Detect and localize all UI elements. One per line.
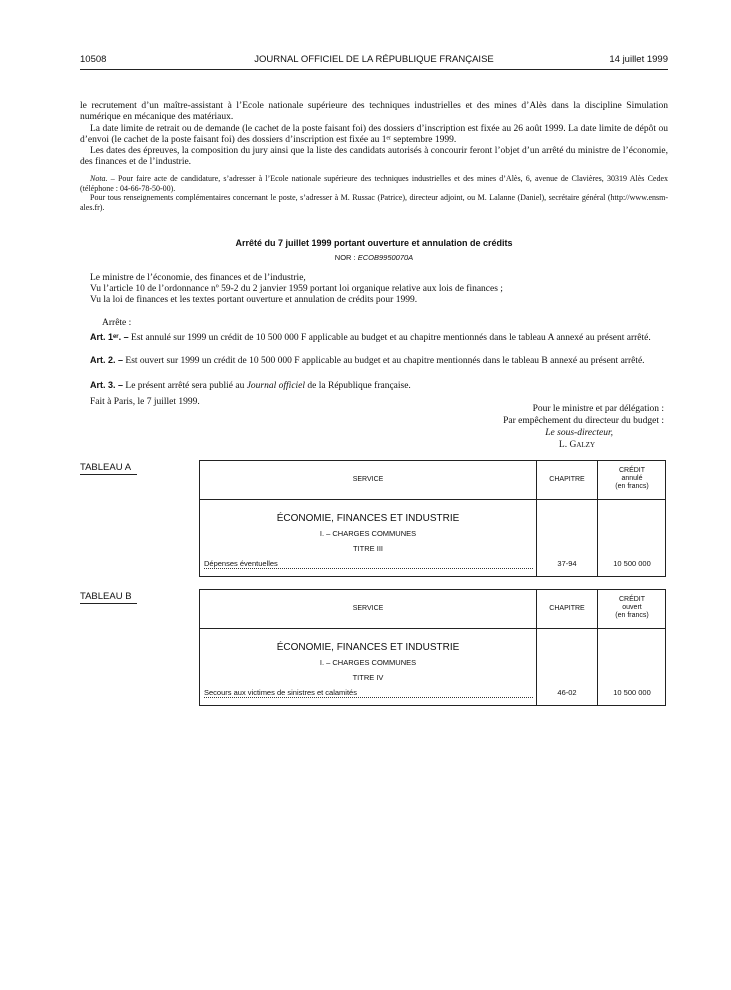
preamble-line-3: Vu la loi de finances et les textes portant ouverture et annulation de crédits pour 1999. <box>90 295 418 305</box>
tableau-b-col-chapitre: CHAPITRE <box>549 605 585 612</box>
article-1-label: Art. 1ᵉʳ. – <box>90 332 129 342</box>
tableau-a <box>199 460 666 577</box>
signature-line-2: Par empêchement du directeur du budget : <box>503 416 664 426</box>
arrete-title: Arrêté du 7 juillet 1999 portant ouverture et annulation de crédits <box>235 238 513 248</box>
article-3-label: Art. 3. – <box>90 380 124 390</box>
tableau-b-chapitre: 46-02 <box>557 688 577 697</box>
header-rule <box>80 69 668 70</box>
article-3-text-a: Le présent arrêté sera publié au <box>123 381 247 391</box>
tableau-b-line <box>204 688 533 700</box>
intro-paragraph-2: La date limite de retrait ou de demande (le cachet de la poste faisant foi) des dossiers d’inscription est fixée au 26 août 1999. La date limite de dépôt ou d’envoi (le cachet de la poste faisant foi) des dossiers d’inscription est fixée au 1ᵉʳ septembre 1999. <box>80 124 668 145</box>
nota-text-1: – Pour faire acte de candidature, s’adresser à l’Ecole nationale supérieure des techniques industrielles et des mines d’Alès, 6, avenue de Clavières, 30319 Alès Cedex (téléphone : 04-66-78-50-00). <box>80 174 668 193</box>
signature-title: Le sous-directeur, <box>545 428 613 438</box>
tableau-b-col-credit <box>598 596 666 620</box>
page-number: 10508 <box>80 54 107 65</box>
article-1-text: Est annulé sur 1999 un crédit de 10 500 000 F applicable au budget et au chapitre mentionnés dans le tableau A annexé au présent arrêté. <box>128 333 651 343</box>
tableau-a-label: TABLEAU A <box>80 462 137 475</box>
signatory-name: L. Galzy <box>558 440 595 450</box>
preamble-line-1: Le ministre de l’économie, des finances et de l’industrie, <box>90 273 306 283</box>
tableau-a-col-chapitre: CHAPITRE <box>549 476 585 483</box>
tableau-a-leader-dots <box>204 568 533 569</box>
article-2-text: Est ouvert sur 1999 un crédit de 10 500 000 F applicable au budget et au chapitre mentionnés dans le tableau B annexé au présent arrêté. <box>123 356 645 366</box>
nota-label: Nota. <box>90 174 108 183</box>
tableau-a-subsection: I. – CHARGES COMMUNES <box>319 529 417 538</box>
tableau-a-col-service: SERVICE <box>352 476 384 483</box>
article-3-text-b: de la République française. <box>305 381 411 391</box>
nota-contact-paragraph: Pour tous renseignements complémentaires concernant le poste, s’adresser à M. Russac (Patrice), directeur adjoint, ou M. Lalanne (Daniel), secrétaire général (http://www.ensm-ales.fr). <box>80 193 668 212</box>
tableau-a-line-label: Dépenses éventuelles <box>204 559 278 568</box>
tableau-b-subsection: I. – CHARGES COMMUNES <box>319 658 417 667</box>
fait-a-paris: Fait à Paris, le 7 juillet 1999. <box>90 397 200 407</box>
tableau-b-col-service: SERVICE <box>352 605 384 612</box>
nor-reference <box>80 252 668 263</box>
tableau-a-col-credit-line-1: CRÉDIT <box>618 467 646 474</box>
tableau-a-col-credit <box>598 467 666 491</box>
tableau-a-col-credit-line-3: (en francs) <box>615 483 649 490</box>
tableau-a-chapitre: 37-94 <box>557 559 577 568</box>
tableau-b-label: TABLEAU B <box>80 591 137 604</box>
tableau-b-amount: 10 500 000 <box>613 688 651 697</box>
article-2-label: Art. 2. – <box>90 355 124 365</box>
tableau-a-col-credit-line-2: annulé <box>621 475 643 482</box>
preamble-line-2: Vu l’article 10 de l’ordonnance nº 59-2 du 2 janvier 1959 portant loi organique relative aux lois de finances ; <box>90 284 503 294</box>
nor-label: NOR : <box>334 253 358 262</box>
tableau-a-amount: 10 500 000 <box>613 559 651 568</box>
tableau-b-section: ÉCONOMIE, FINANCES ET INDUSTRIE <box>276 642 460 653</box>
tableau-a-section: ÉCONOMIE, FINANCES ET INDUSTRIE <box>276 513 460 524</box>
issue-date: 14 juillet 1999 <box>609 54 668 65</box>
tableau-b-col-credit-line-2: ouvert <box>622 604 642 611</box>
intro-paragraph-3: Les dates des épreuves, la composition du jury ainsi que la liste des candidats autorisés à concourir feront l’objet d’un arrêté du ministre de l’économie, des finances et de l’industrie. <box>80 146 668 167</box>
arrete-word: Arrête : <box>102 318 132 328</box>
tableau-b-col-credit-line-3: (en francs) <box>615 612 649 619</box>
tableau-b-line-label: Secours aux victimes de sinistres et calamités <box>204 688 357 697</box>
signature-line-1: Pour le ministre et par délégation : <box>532 404 664 414</box>
article-3 <box>80 380 668 392</box>
tableau-b <box>199 589 666 706</box>
nor-code: ECOB9950070A <box>357 253 414 262</box>
nota-paragraph <box>80 174 668 193</box>
tableau-a-titre: TITRE III <box>353 544 383 553</box>
tableau-a-line <box>204 559 533 571</box>
tableau-b-leader-dots <box>204 697 533 698</box>
article-2 <box>80 355 668 367</box>
article-3-journal: Journal officiel <box>246 381 306 391</box>
tableau-b-titre: TITRE IV <box>352 673 384 682</box>
tableau-b-col-credit-line-1: CRÉDIT <box>618 596 646 603</box>
intro-paragraph-1: le recrutement d’un maître-assistant à l’Ecole nationale supérieure des techniques industrielles et des mines d’Alès dans la discipline Simulation numérique en mécanique des matériaux. <box>80 101 668 122</box>
page-header <box>80 54 668 68</box>
article-1 <box>80 332 668 344</box>
journal-title: JOURNAL OFFICIEL DE LA RÉPUBLIQUE FRANÇAISE <box>254 54 494 65</box>
